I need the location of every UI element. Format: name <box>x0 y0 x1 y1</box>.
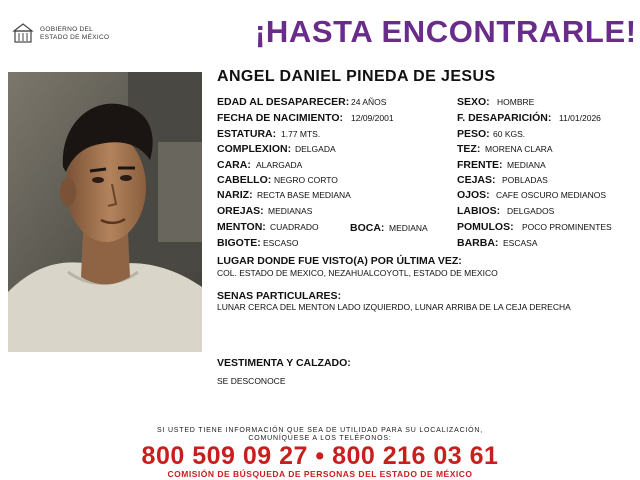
clothing-value: SE DESCONOCE <box>217 376 286 386</box>
commission-name: COMISIÓN DE BÚSQUEDA DE PERSONAS DEL ESTADO DE MÉXICO <box>167 469 473 479</box>
mustache-value: ESCASO <box>263 238 299 248</box>
person-name: ANGEL DANIEL PINEDA DE JESUS <box>217 68 496 85</box>
contact-note-line2: COMUNÍQUESE A LOS TELÉFONOS: <box>248 435 392 442</box>
government-logo <box>12 22 122 48</box>
mouth-label: BOCA: <box>350 222 385 234</box>
eyebrows-label: CEJAS: <box>457 174 496 186</box>
ears-value: MEDIANAS <box>268 206 313 216</box>
marks-value: LUNAR CERCA DEL MENTON LADO IZQUIERDO, LUNAR ARRIBA DE LA CEJA DERECHA <box>217 302 571 312</box>
eyebrows-value: POBLADAS <box>502 175 548 185</box>
missing-person-photo <box>8 72 202 352</box>
weight-value: 60 KGS. <box>493 129 526 139</box>
portrait-illustration <box>8 72 202 352</box>
cheekbones-value: POCO PROMINENTES <box>522 222 612 232</box>
weight-label: PESO: <box>457 128 490 140</box>
edad-label: EDAD AL DESAPARECER: <box>217 96 350 108</box>
forehead-label: FRENTE: <box>457 159 503 171</box>
logo-text-line1: GOBIERNO DEL <box>40 26 94 33</box>
build-label: COMPLEXION: <box>217 143 292 155</box>
chin-label: MENTON: <box>217 221 266 233</box>
eyes-value: CAFE OSCURO MEDIANOS <box>496 190 607 200</box>
logo-text-line2: ESTADO DE MÉXICO <box>40 34 110 41</box>
sex-value: HOMBRE <box>497 97 535 107</box>
last-seen-value: COL. ESTADO DE MEXICO, NEZAHUALCOYOTL, ESTADO DE MEXICO <box>217 268 498 278</box>
eyes-label: OJOS: <box>457 189 490 201</box>
state-emblem-icon <box>12 22 34 44</box>
last-seen-label: LUGAR DONDE FUE VISTO(A) POR ÚLTIMA VEZ: <box>217 255 462 267</box>
chin-value: CUADRADO <box>270 222 319 232</box>
contact-note-line1: SI USTED TIENE INFORMACIÓN QUE SEA DE UTILIDAD PARA SU LOCALIZACIÓN, <box>156 427 484 434</box>
height-value: 1.77 MTS. <box>281 129 321 139</box>
disappearance-date-label: F. DESAPARICIÓN: <box>457 112 552 124</box>
sex-label: SEXO: <box>457 96 490 108</box>
ears-label: OREJAS: <box>217 205 264 217</box>
build-value: DELGADA <box>295 144 336 154</box>
disappearance-date-value: 11/01/2026 <box>559 113 601 123</box>
skin-label: TEZ: <box>457 143 481 155</box>
marks-label: SENAS PARTICULARES: <box>217 290 342 302</box>
mustache-label: BIGOTE: <box>217 237 261 249</box>
lips-label: LABIOS: <box>457 205 501 217</box>
forehead-value: MEDIANA <box>507 160 546 170</box>
headline: ¡HASTA ENCONTRARLE! <box>255 14 637 49</box>
birthdate-label: FECHA DE NACIMIENTO: <box>217 112 343 124</box>
height-label: ESTATURA: <box>217 128 277 140</box>
face-value: ALARGADA <box>256 160 303 170</box>
phone-numbers[interactable]: 800 509 09 27 • 800 216 03 61 <box>141 442 499 470</box>
beard-value: ESCASA <box>503 238 538 248</box>
clothing-label: VESTIMENTA Y CALZADO: <box>217 357 351 369</box>
lips-value: DELGADOS <box>507 206 555 216</box>
edad-value: 24 AÑOS <box>351 97 387 107</box>
cheekbones-label: POMULOS: <box>457 221 514 233</box>
nose-value: RECTA BASE MEDIANA <box>257 190 351 200</box>
hair-label: CABELLO: <box>217 174 272 186</box>
face-label: CARA: <box>217 159 251 171</box>
nose-label: NARIZ: <box>217 189 253 201</box>
birthdate-value: 12/09/2001 <box>351 113 394 123</box>
beard-label: BARBA: <box>457 237 499 249</box>
skin-value: MORENA CLARA <box>485 144 553 154</box>
mouth-value: MEDIANA <box>389 223 428 233</box>
hair-value: NEGRO CORTO <box>274 175 338 185</box>
